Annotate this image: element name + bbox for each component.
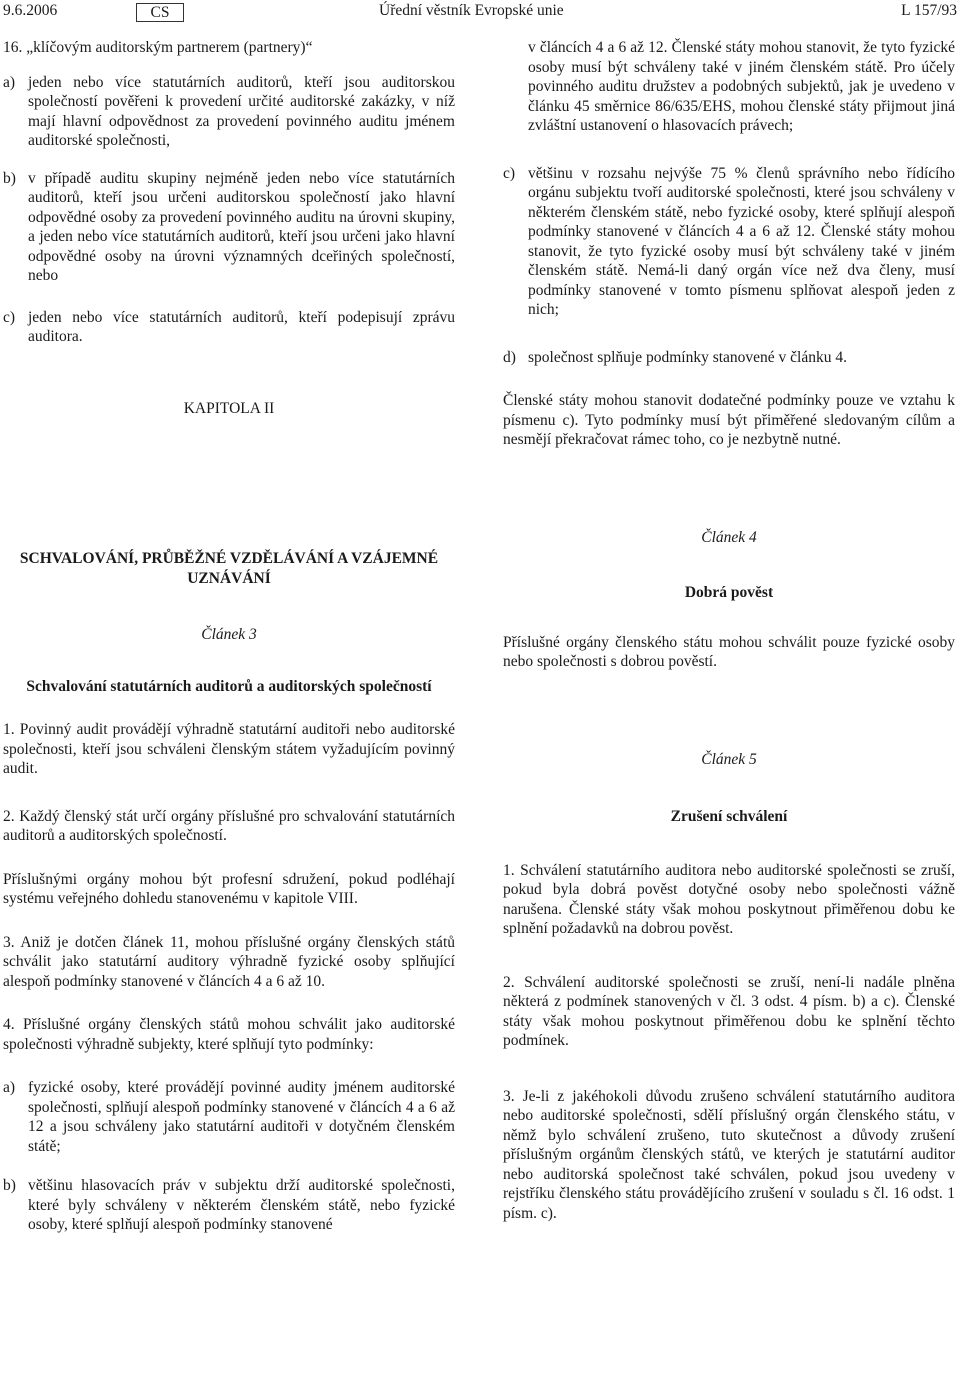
- article-5-label: Článek 5: [701, 750, 757, 768]
- article-5-para-2: 2. Schválení auditorské společnosti se zruší, není-li nadále plněna některá z podmínek stanovených v čl. 3 odst. 4 písm. b) a c). Členské státy však mohou poskytnout přiměřenou dobu ke splnění těchto podmínek.: [503, 973, 955, 1049]
- article-3-para-3: 3. Aniž je dotčen článek 11, mohou příslušné orgány členských států schválit jako statutární auditory výhradně fyzické osoby splňující alespoň podmínky stanovené v článcích 4 a 6 až 10.: [3, 933, 455, 990]
- article-5-para-3: 3. Je-li z jakéhokoli důvodu zrušeno schválení statutárního auditora nebo auditorské společnosti, sdělí příslušný orgán členského státu, v němž bylo schválení zrušeno, tuto skutečnost a důvody zrušení příslušným orgánům členských států, ve kterých je statutární auditor nebo auditorská společnost také schválen, pokud jsou uvedeny v rejstříku členského státu provádějícího zrušení v souladu s čl. 16 odst. 1 písm. c).: [503, 1087, 955, 1222]
- page-header: [3, 2, 957, 26]
- right-column: [503, 38, 955, 1223]
- article-3-para-4-b: b) většinu hlasovacích práv v subjektu drží auditorské společnosti, které byly schváleny v některém členském státě, nebo fyzické osoby, které splňují alespoň podmínky stanovené: [3, 1177, 455, 1233]
- para-4-b-continued: v článcích 4 a 6 až 12. Členské státy mohou stanovit, že tyto fyzické osoby musí být schváleny také v jiném členském státě. Pro účely povinného auditu družstev a podobných subjektů, jak je uvedeno v článku 45 směrnice 86/635/EHS, mohou členské státy přijmout jiná zvláštní ustanovení o hlasovacích právech;: [528, 39, 955, 134]
- article-3-para-4-d: d) společnost splňuje podmínky stanovené v článku 4.: [503, 348, 847, 366]
- definition-16-c: c) jeden nebo více statutárních auditorů, kteří podepisují zprávu auditora.: [3, 308, 455, 345]
- article-3-para-4: 4. Příslušné orgány členských států mohou schválit jako auditorské společnosti výhradně subjekty, které splňují tyto podmínky:: [3, 1016, 455, 1053]
- article-3-para-2: 2. Každý členský stát určí orgány příslušné pro schvalování statutárních auditorů a auditorských společností.: [3, 807, 455, 844]
- article-3-para-4-c: c) většinu v rozsahu nejvýše 75 % členů správního nebo řídícího orgánu subjektu tvoří auditorské společnosti, které jsou schváleny v některém členském státě, nebo fyzické osoby, které splňují alespoň podmínky stanovené v článcích 4 a 6 až 12. Členské státy mohou stanovit, že tyto fyzické osoby musí být schváleny také v jiném členském státě. Nemá-li daný orgán více než dva členy, musí podmínky stanovené v tomto písmenu splňovat alespoň jeden z nich;: [503, 164, 955, 318]
- article-4-text: Příslušné orgány členského státu mohou schválit pouze fyzické osoby nebo společnosti s dobrou pověstí.: [503, 633, 955, 670]
- article-5-para-1: 1. Schválení statutárního auditora nebo auditorské společnosti se zruší, pokud byla dobrá pověst dotyčné osoby nebo společnosti vážně narušena. Členské státy však mohou poskytnout přiměřenou dobu ke splnění požadavků na dobrou pověst.: [503, 861, 955, 937]
- article-4-title: Dobrá pověst: [684, 584, 774, 601]
- page-reference: L 157/93: [901, 2, 957, 19]
- definition-16: 16. „klíčovým auditorským partnerem (partnery)“: [3, 39, 313, 56]
- article-3-para-1: 1. Povinný audit provádějí výhradně statutární auditoři nebo auditorské společnosti, kteří jsou schváleni členským státem vyžadujícím povinný audit.: [3, 721, 455, 777]
- article-3-para-2b: Příslušnými orgány mohou být profesní sdružení, pokud podléhají systému veřejného dohledu stanovenému v kapitole VIII.: [3, 870, 455, 907]
- definition-16-b: b) v případě auditu skupiny nejméně jeden nebo více statutárních auditorů, kteří jsou určeni auditorskou společností jako hlavní odpovědné osoby za provedení povinného auditu na úrovni skupiny, a jeden nebo více statutárních auditorů, kteří jsou určeni jako hlavní odpovědné osoby na úrovni významných dceřiných společností, nebo: [3, 169, 455, 284]
- left-column: [3, 38, 455, 418]
- chapter-label: KAPITOLA II: [183, 399, 275, 417]
- publication-date: 9.6.2006: [3, 2, 58, 19]
- article-3-title: Schvalování statutárních auditorů a auditorských společností: [26, 677, 432, 695]
- journal-title: Úřední věstník Evropské unie: [379, 2, 564, 19]
- article-3-extra-conditions: Členské státy mohou stanovit dodatečné podmínky pouze ve vztahu k písmenu c). Tyto podmínky musí být přiměřené sledovaným cílům a nesmějí překračovat rámec toho, co je nezbytně nutné.: [503, 392, 955, 448]
- chapter-title: SCHVALOVÁNÍ, PRŮBĚŽNÉ VZDĚLÁVÁNÍ A VZÁJEMNÉ UZNÁVÁNÍ: [19, 550, 439, 587]
- article-5-title: Zrušení schválení: [670, 808, 788, 825]
- article-3-para-4-a: a) fyzické osoby, které provádějí povinné audity jménem auditorské společnosti, splňují alespoň podmínky stanovené v článcích 4 a 6 až 12 a jsou schváleny jako statutární auditoři v dotyčném členském státě;: [3, 1079, 455, 1155]
- left-column-lower: [3, 625, 455, 1235]
- definition-16-a: a) jeden nebo více statutárních auditorů, kteří jsou auditorskou společností pověřeni k provedení určité auditorské zakázky, v níž mají hlavní odpovědnost za provedení povinného auditu jménem auditorské společnosti,: [3, 73, 455, 149]
- language-badge: CS: [136, 3, 184, 22]
- article-4-label: Článek 4: [701, 528, 757, 546]
- article-3-label: Článek 3: [201, 626, 257, 643]
